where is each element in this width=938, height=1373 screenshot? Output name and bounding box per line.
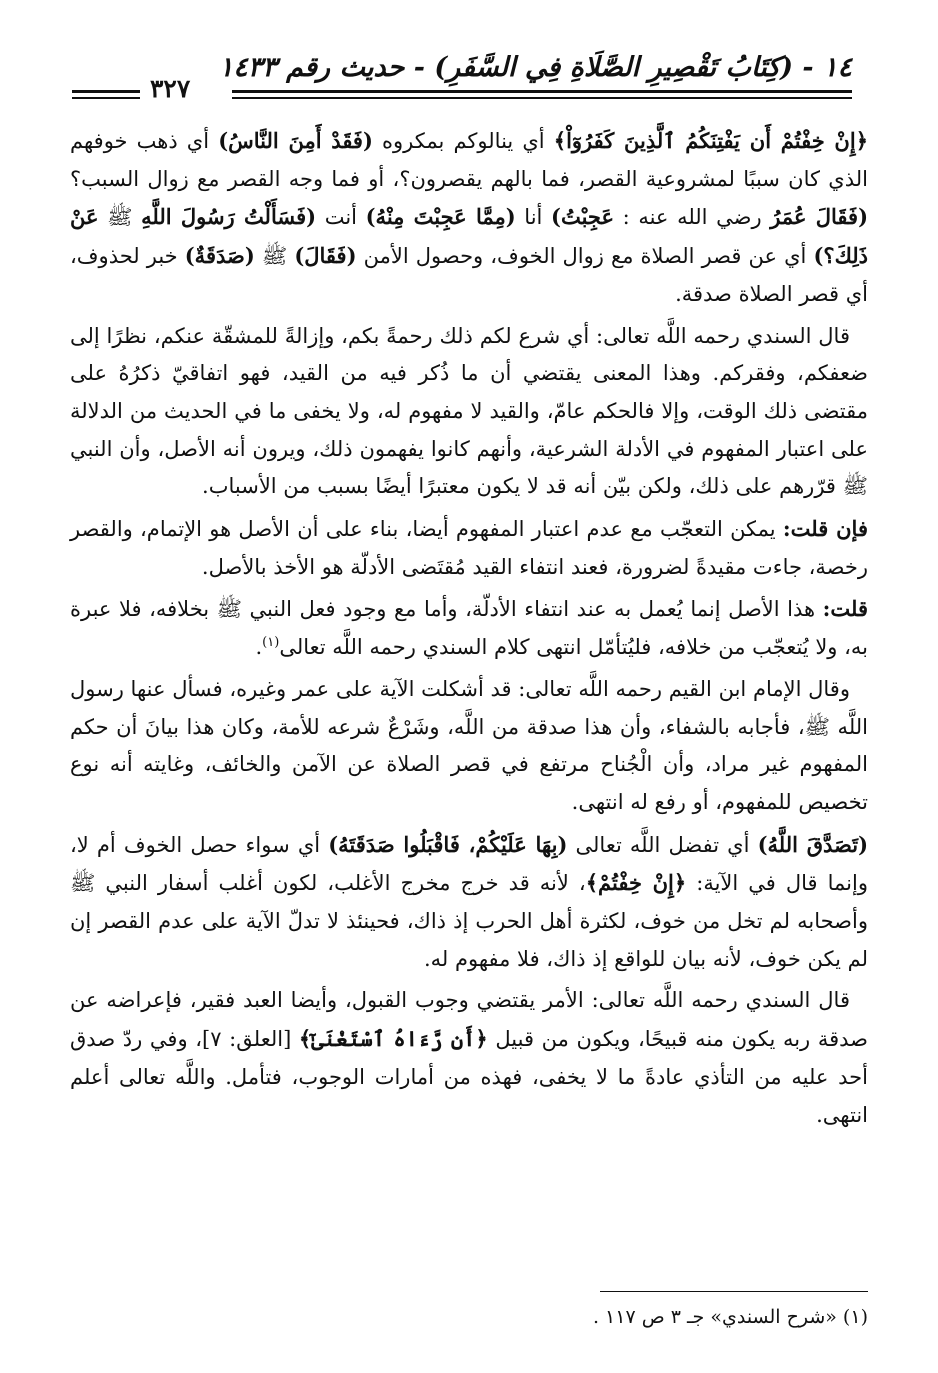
paragraph-3 (70, 510, 868, 586)
footnote-reference[interactable]: (١) (262, 635, 280, 651)
objection-text: يمكن التعجّب مع عدم اعتبار المفهوم أيضا، بناء على أن الأصل هو الإتمام، والقصر رخصة، جاءت مقيدةً لضرورة، فعند انتفاء القيد مُقتَضى الأدلّة هو الأخذ بالأصل. (70, 517, 868, 579)
honorific: ﷺ (254, 244, 295, 269)
answer-label: قلت: (822, 596, 868, 622)
quran-verse: ﴿أَن رَّءَاهُ ٱسْتَغْنَىٰٓ﴾ (298, 1026, 488, 1052)
hadith-text: (فَقَالَ عُمَرُ (770, 204, 869, 230)
hadith-text: (بِهَا عَلَيْكُمْ، فَاقْبَلُوا صَدَقَتَهُ) (328, 831, 568, 857)
quran-verse: ﴿إِنْ خِفْتُمْ﴾ (585, 870, 687, 896)
commentary-text: [العلق: ٧]، وفي ردّ صدق أحد عليه من التأذي عادةً ما لا يخفى، فهذه من أمارات الوجوب، فتأمل. واللَّه تعالى أعلم انتهى. (70, 1027, 868, 1127)
commentary-text: أي سواء حصل الخوف أم لا، وإنما قال في الآية: (70, 832, 868, 896)
footnote-separator (600, 1291, 868, 1292)
hadith-text: (فَقَدْ أَمِنَ النَّاسُ) (218, 128, 373, 153)
commentary-text: أي عن قصر الصلاة مع زوال الخوف، وحصول الأمن (356, 244, 814, 269)
hadith-text: (فَسَأَلْتُ رَسُولَ اللَّهِ (141, 204, 317, 230)
commentary-text: ، لأنه قد خرج مخرج الأغلب، لكون أغلب أسفار النبي ﷺ وأصحابه لم تخل من خوف، لكثرة أهل الحرب إذ ذاك، فحينئذ لا تدلّ الآية على عدم القصر إن لم يكن خوف، لأنه بيان للواقع إذ ذاك، فلا مفهوم له. (70, 871, 868, 971)
commentary-text: قال السندي رحمه اللَّه تعالى: الأمر يقتضي وجوب القبول، وأيضا العبد فقير، فإعراضه عن صدقة ربه يكون منه قبيحًا، ويكون من قبيل (70, 988, 868, 1052)
page-number-rule (72, 90, 140, 93)
answer-text: هذا الأصل إنما يُعمل به عند انتفاء الأدلّة، وأما مع وجود فعل النبي ﷺ بخلافه، فلا عبرة به، ولا يُتعجّب من خلافه، فليُتأمّل انتهى كلام السندي رحمه اللَّه تعالى (70, 597, 868, 660)
commentary-text: أي ذهب خوفهم الذي كان سببًا لمشروعية القصر، فما بالهم يقصرون؟، أو فما وجه القصر مع زوال السبب؟ (70, 129, 868, 191)
hadith-text: عَنْ ذَلِكَ؟) (70, 204, 869, 269)
hadith-text: (صَدَقَةٌ) (184, 243, 255, 269)
commentary-text: أنت (316, 205, 366, 230)
paragraph-7 (70, 982, 868, 1134)
objection-label: فإن قلت: (782, 516, 868, 542)
quran-verse: ﴿إِنْ خِفْتُمْ أَن يَفْتِنَكُمُ ٱلَّذِينَ كَفَرُوٓاْ﴾ (553, 128, 868, 153)
header-rule (232, 90, 852, 93)
main-text (70, 122, 868, 1138)
sentence-end: . (255, 635, 263, 660)
page-header (72, 52, 852, 102)
honorific: ﷺ (98, 205, 142, 230)
commentary-text: خبر لحذوف، أي قصر الصلاة صدقة. (70, 244, 868, 306)
footnote: (١) «شرح السندي» جـ ٣ ص ١١٧ . (592, 1306, 868, 1328)
paragraph-5: وقال الإمام ابن القيم رحمه اللَّه تعالى: قد أشكلت الآية على عمر وغيره، فسأل عنها رسول اللَّه ﷺ، فأجابه بالشفاء، وأن هذا صدقة من اللَّه، وشَرْعٌ شرعه للأمة، وكان هذا بيانَ أن حكم المفهوم غير مراد، وأن الْجُناح مرتفع في قصر الصلاة عن الآمن والخائف، وغايته أنه نوع تخصيص للمفهوم، أو رفع له انتهى. (70, 676, 868, 814)
commentary-text: أي تفضل اللَّه تعالى (567, 832, 758, 857)
hadith-text: (فَقَالَ) (294, 243, 357, 269)
paragraph-2: قال السندي رحمه اللَّه تعالى: أي شرع لكم ذلك رحمةً بكم، وإزالةً للمشقّة عنكم، نظرًا إلى ضعفكم، وفقركم. وهذا المعنى يقتضي أن ما ذُكر فيه من القيد، فهو اتفاقيّ ذكرُهُ على مقتضى ذلك الوقت، وإلا فالحكم عامّ، والقيد لا مفهوم له، ولا يخفى ما في الحديث من الدلالة على اعتبار المفهوم في الأدلة الشرعية، وأنهم كانوا يفهمون ذلك، ويرون أنه الأصل، وأن النبي ﷺ قرّرهم على ذلك، ولكن بيّن أنه قد لا يكون معتبرًا أيضًا بسبب من الأسباب. (70, 323, 868, 499)
running-title: ١٤ - (كِتَابُ تَقْصِيرِ الصَّلَاةِ فِي السَّفَرِ) - حديث رقم ١٤٣٣ (218, 52, 852, 83)
paragraph-6 (70, 826, 868, 979)
paragraph-4 (70, 590, 868, 666)
hadith-text: عَجِبْتُ) (551, 204, 614, 230)
honorific: رضي الله عنه : (614, 205, 771, 230)
hadith-text: (تَصَدَّقَ اللَّهُ) (757, 831, 869, 857)
paragraph-1 (70, 122, 868, 314)
page-number-rule-thin (72, 97, 140, 99)
commentary-text: أنا (515, 205, 552, 230)
page-number: ٣٢٧ (150, 74, 191, 103)
header-rule-thin (232, 97, 852, 99)
hadith-text: (مِمَّا عَجِبْتَ مِنْهُ) (365, 204, 516, 230)
commentary-text: أي ينالوكم بمكروه (372, 129, 554, 153)
